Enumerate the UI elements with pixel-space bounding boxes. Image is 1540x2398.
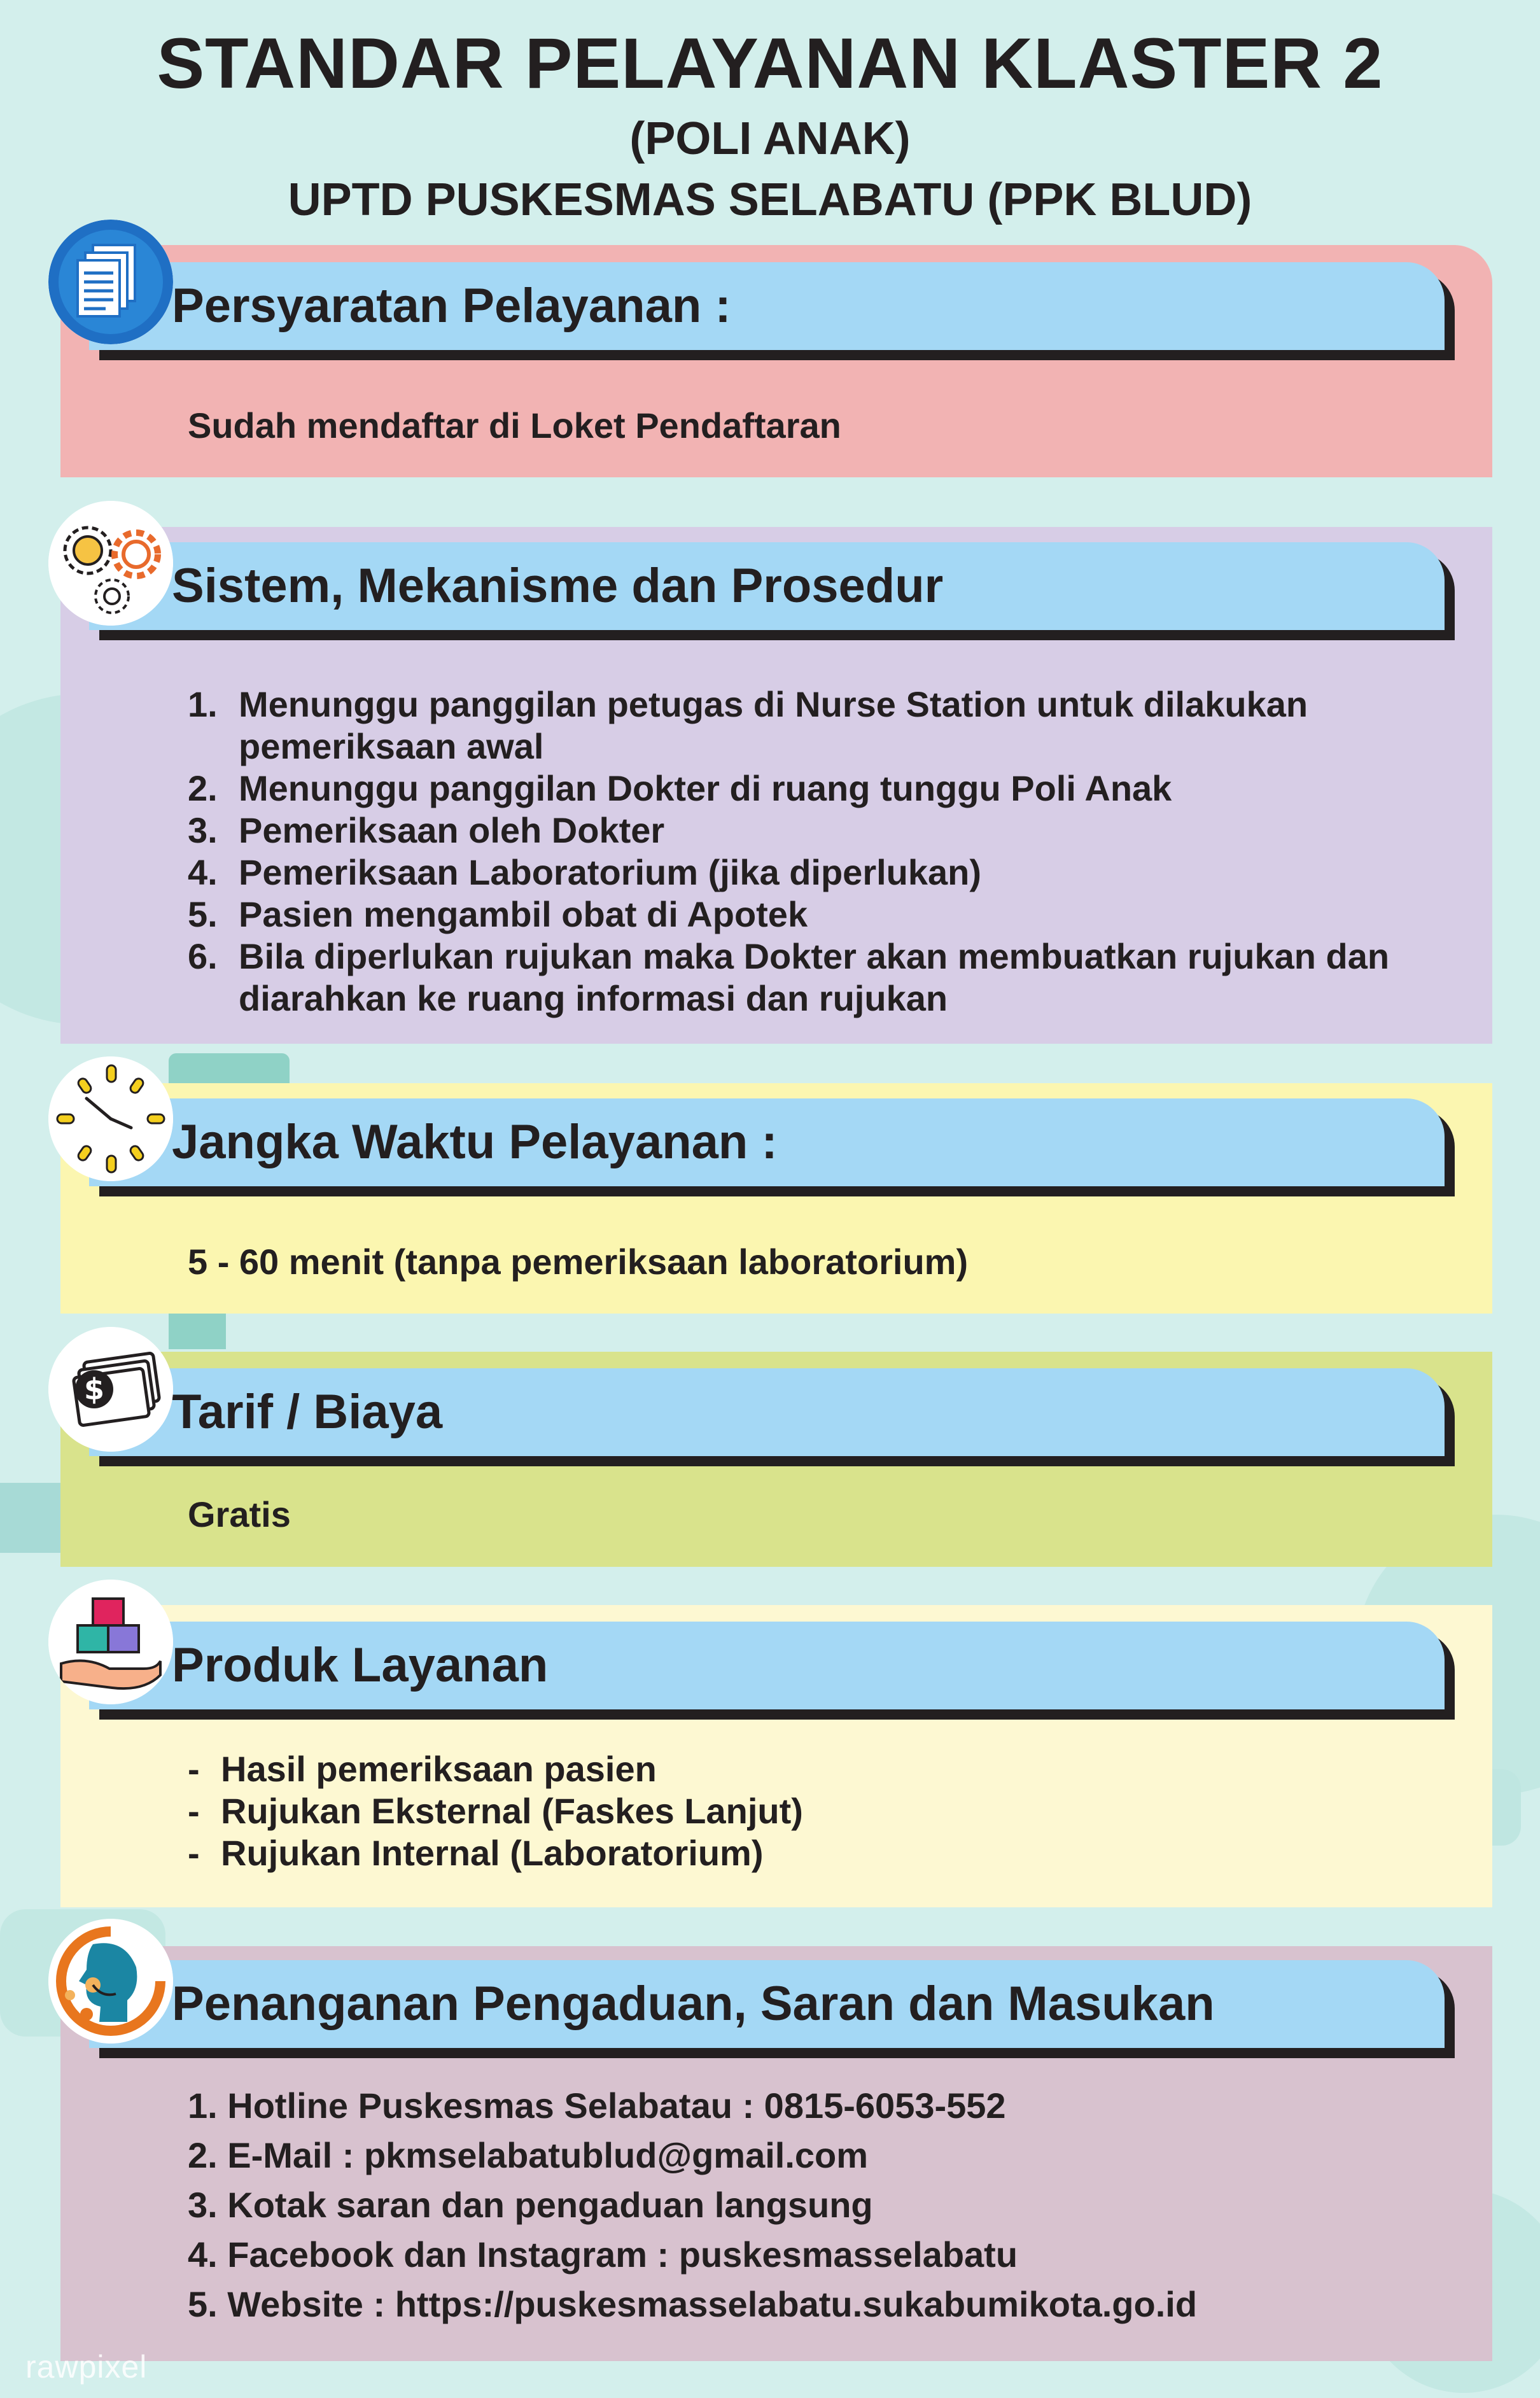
page-subtitle: (POLI ANAK) xyxy=(629,113,911,164)
section-pengaduan-title: Penanganan Pengaduan, Saran dan Masukan xyxy=(172,1977,1215,2031)
section-jangka-title: Jangka Waktu Pelayanan : xyxy=(172,1115,778,1169)
section-persyaratan-header xyxy=(89,262,1445,350)
section-jangka-header xyxy=(89,1098,1445,1186)
section-produk-list xyxy=(188,1748,803,1874)
section-tarif-title: Tarif / Biaya xyxy=(172,1385,443,1439)
list-item: 3. Pemeriksaan oleh Dokter xyxy=(188,810,665,850)
product-boxes-hand-icon xyxy=(48,1580,173,1704)
list-item: 6. Bila diperlukan rujukan maka Dokter akan membuatkan rujukan dan diarahkan ke ruang informasi dan rujukan xyxy=(188,936,1390,1018)
section-persyaratan-title: Persyaratan Pelayanan : xyxy=(172,279,731,333)
contact-website: 5. Website : https://puskesmasselabatu.sukabumikota.go.id xyxy=(188,2284,1198,2324)
clock-icon xyxy=(48,1056,173,1181)
page-header xyxy=(0,23,1540,230)
list-item: - Rujukan Internal (Laboratorium) xyxy=(188,1833,764,1873)
section-produk-header xyxy=(89,1622,1445,1709)
gears-icon xyxy=(48,501,173,626)
section-sistem-list xyxy=(188,684,1435,1020)
list-item: 4. Pemeriksaan Laboratorium (jika diperlukan) xyxy=(188,852,982,892)
list-item: 5. Pasien mengambil obat di Apotek xyxy=(188,894,808,934)
section-sistem-title: Sistem, Mekanisme dan Prosedur xyxy=(172,559,944,613)
section-tarif-header xyxy=(89,1368,1445,1456)
section-tarif-text: Gratis xyxy=(188,1494,291,1534)
section-jangka-text: 5 - 60 menit (tanpa pemeriksaan laboratorium) xyxy=(188,1242,969,1282)
page-title: STANDAR PELAYANAN KLASTER 2 xyxy=(157,24,1383,103)
section-pengaduan-header xyxy=(89,1960,1445,2048)
customer-service-icon xyxy=(48,1919,173,2044)
contact-hotline: 1. Hotline Puskesmas Selabatau : 0815-6053-552 xyxy=(188,2086,1006,2126)
section-sistem-header xyxy=(89,542,1445,630)
watermark: rawpixel xyxy=(25,2349,148,2385)
institution-name: UPTD PUSKESMAS SELABATU (PPK BLUD) xyxy=(288,174,1252,225)
section-persyaratan-text: Sudah mendaftar di Loket Pendaftaran xyxy=(188,405,841,445)
list-item: - Rujukan Eksternal (Faskes Lanjut) xyxy=(188,1791,803,1831)
contact-email: 2. E-Mail : pkmselabatublud@gmail.com xyxy=(188,2135,869,2175)
contact-suggestion-box: 3. Kotak saran dan pengaduan langsung xyxy=(188,2185,873,2225)
money-icon xyxy=(48,1327,173,1452)
document-stack-icon xyxy=(48,220,173,344)
section-produk-title: Produk Layanan xyxy=(172,1638,549,1692)
list-item: 1. Menunggu panggilan petugas di Nurse Station untuk dilakukan pemeriksaan awal xyxy=(188,684,1308,766)
list-item: 2. Menunggu panggilan Dokter di ruang tunggu Poli Anak xyxy=(188,768,1172,808)
section-pengaduan-list xyxy=(188,2081,1197,2329)
svg-text:$: $ xyxy=(83,1372,105,1406)
list-item: - Hasil pemeriksaan pasien xyxy=(188,1749,657,1789)
contact-social-media: 4. Facebook dan Instagram : puskesmasselabatu xyxy=(188,2234,1018,2275)
